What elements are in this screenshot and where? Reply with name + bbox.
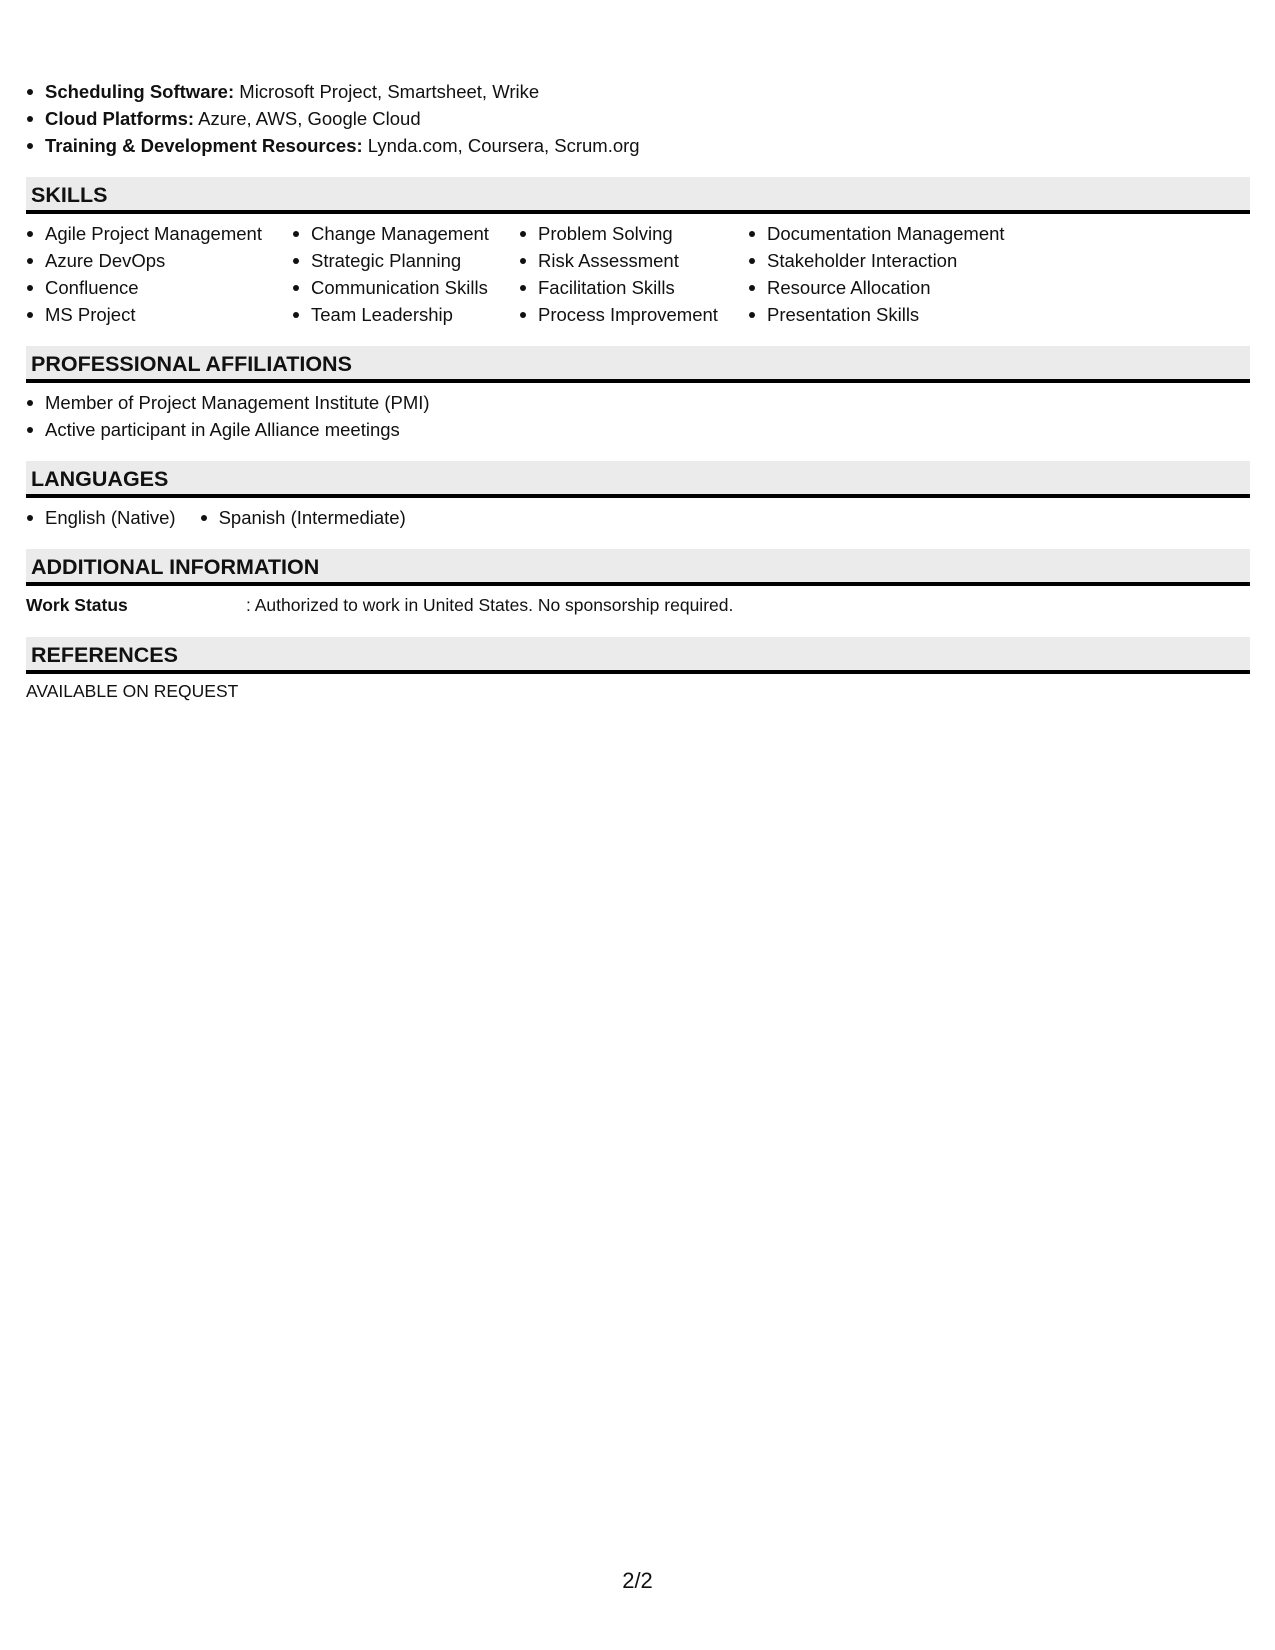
section-title: SKILLS <box>31 183 108 207</box>
page-number: 2/2 <box>622 1568 653 1593</box>
additional-info-body <box>26 586 1250 619</box>
language-item: Spanish (Intermediate) <box>200 504 406 531</box>
skill-item: Risk Assessment <box>519 247 748 274</box>
skills-header <box>26 177 1250 214</box>
section-title: ADDITIONAL INFORMATION <box>31 555 320 579</box>
skill-item: Documentation Management <box>748 220 1028 247</box>
references-header <box>26 637 1250 674</box>
additional-info-header <box>26 549 1250 586</box>
tool-value: Azure, AWS, Google Cloud <box>194 108 421 129</box>
list-item: Member of Project Management Institute (PMI) <box>26 389 1250 416</box>
list-item <box>26 78 1250 105</box>
languages-list <box>26 498 1250 531</box>
work-status-row <box>26 592 1250 619</box>
language-item: English (Native) <box>26 504 176 531</box>
skills-column <box>519 220 748 328</box>
skill-item: Communication Skills <box>292 274 519 301</box>
skill-item: Agile Project Management <box>26 220 292 247</box>
list-item <box>26 132 1250 159</box>
skill-item: Stakeholder Interaction <box>748 247 1028 274</box>
skill-item: Problem Solving <box>519 220 748 247</box>
list-item: Active participant in Agile Alliance meetings <box>26 416 1250 443</box>
list-item <box>26 105 1250 132</box>
tool-value: Lynda.com, Coursera, Scrum.org <box>362 135 640 156</box>
skill-item: Facilitation Skills <box>519 274 748 301</box>
section-title: LANGUAGES <box>31 467 169 491</box>
resume-page <box>26 78 1250 705</box>
skill-item: MS Project <box>26 301 292 328</box>
affiliations-header <box>26 346 1250 383</box>
skills-column <box>292 220 519 328</box>
languages-header <box>26 461 1250 498</box>
tool-label: Scheduling Software: <box>45 81 235 102</box>
skills-grid <box>26 214 1250 328</box>
skills-column <box>748 220 1028 328</box>
work-status-label: Work Status <box>26 595 128 615</box>
skill-item: Resource Allocation <box>748 274 1028 301</box>
skill-item: Change Management <box>292 220 519 247</box>
affiliations-body <box>26 383 1250 443</box>
skill-item: Presentation Skills <box>748 301 1028 328</box>
skill-item: Confluence <box>26 274 292 301</box>
section-title: PROFESSIONAL AFFILIATIONS <box>31 352 352 376</box>
tool-label: Cloud Platforms: <box>45 108 195 129</box>
section-title: REFERENCES <box>31 643 178 667</box>
work-status-value: : Authorized to work in United States. No sponsorship required. <box>246 595 734 615</box>
affiliations-list <box>26 389 1250 443</box>
skill-item: Team Leadership <box>292 301 519 328</box>
skill-item: Azure DevOps <box>26 247 292 274</box>
tool-value: Microsoft Project, Smartsheet, Wrike <box>234 81 540 102</box>
skill-item: Process Improvement <box>519 301 748 328</box>
tool-label: Training & Development Resources: <box>45 135 363 156</box>
skills-column <box>26 220 292 328</box>
references-text: AVAILABLE ON REQUEST <box>26 681 239 701</box>
tools-list <box>26 78 1250 159</box>
skill-item: Strategic Planning <box>292 247 519 274</box>
